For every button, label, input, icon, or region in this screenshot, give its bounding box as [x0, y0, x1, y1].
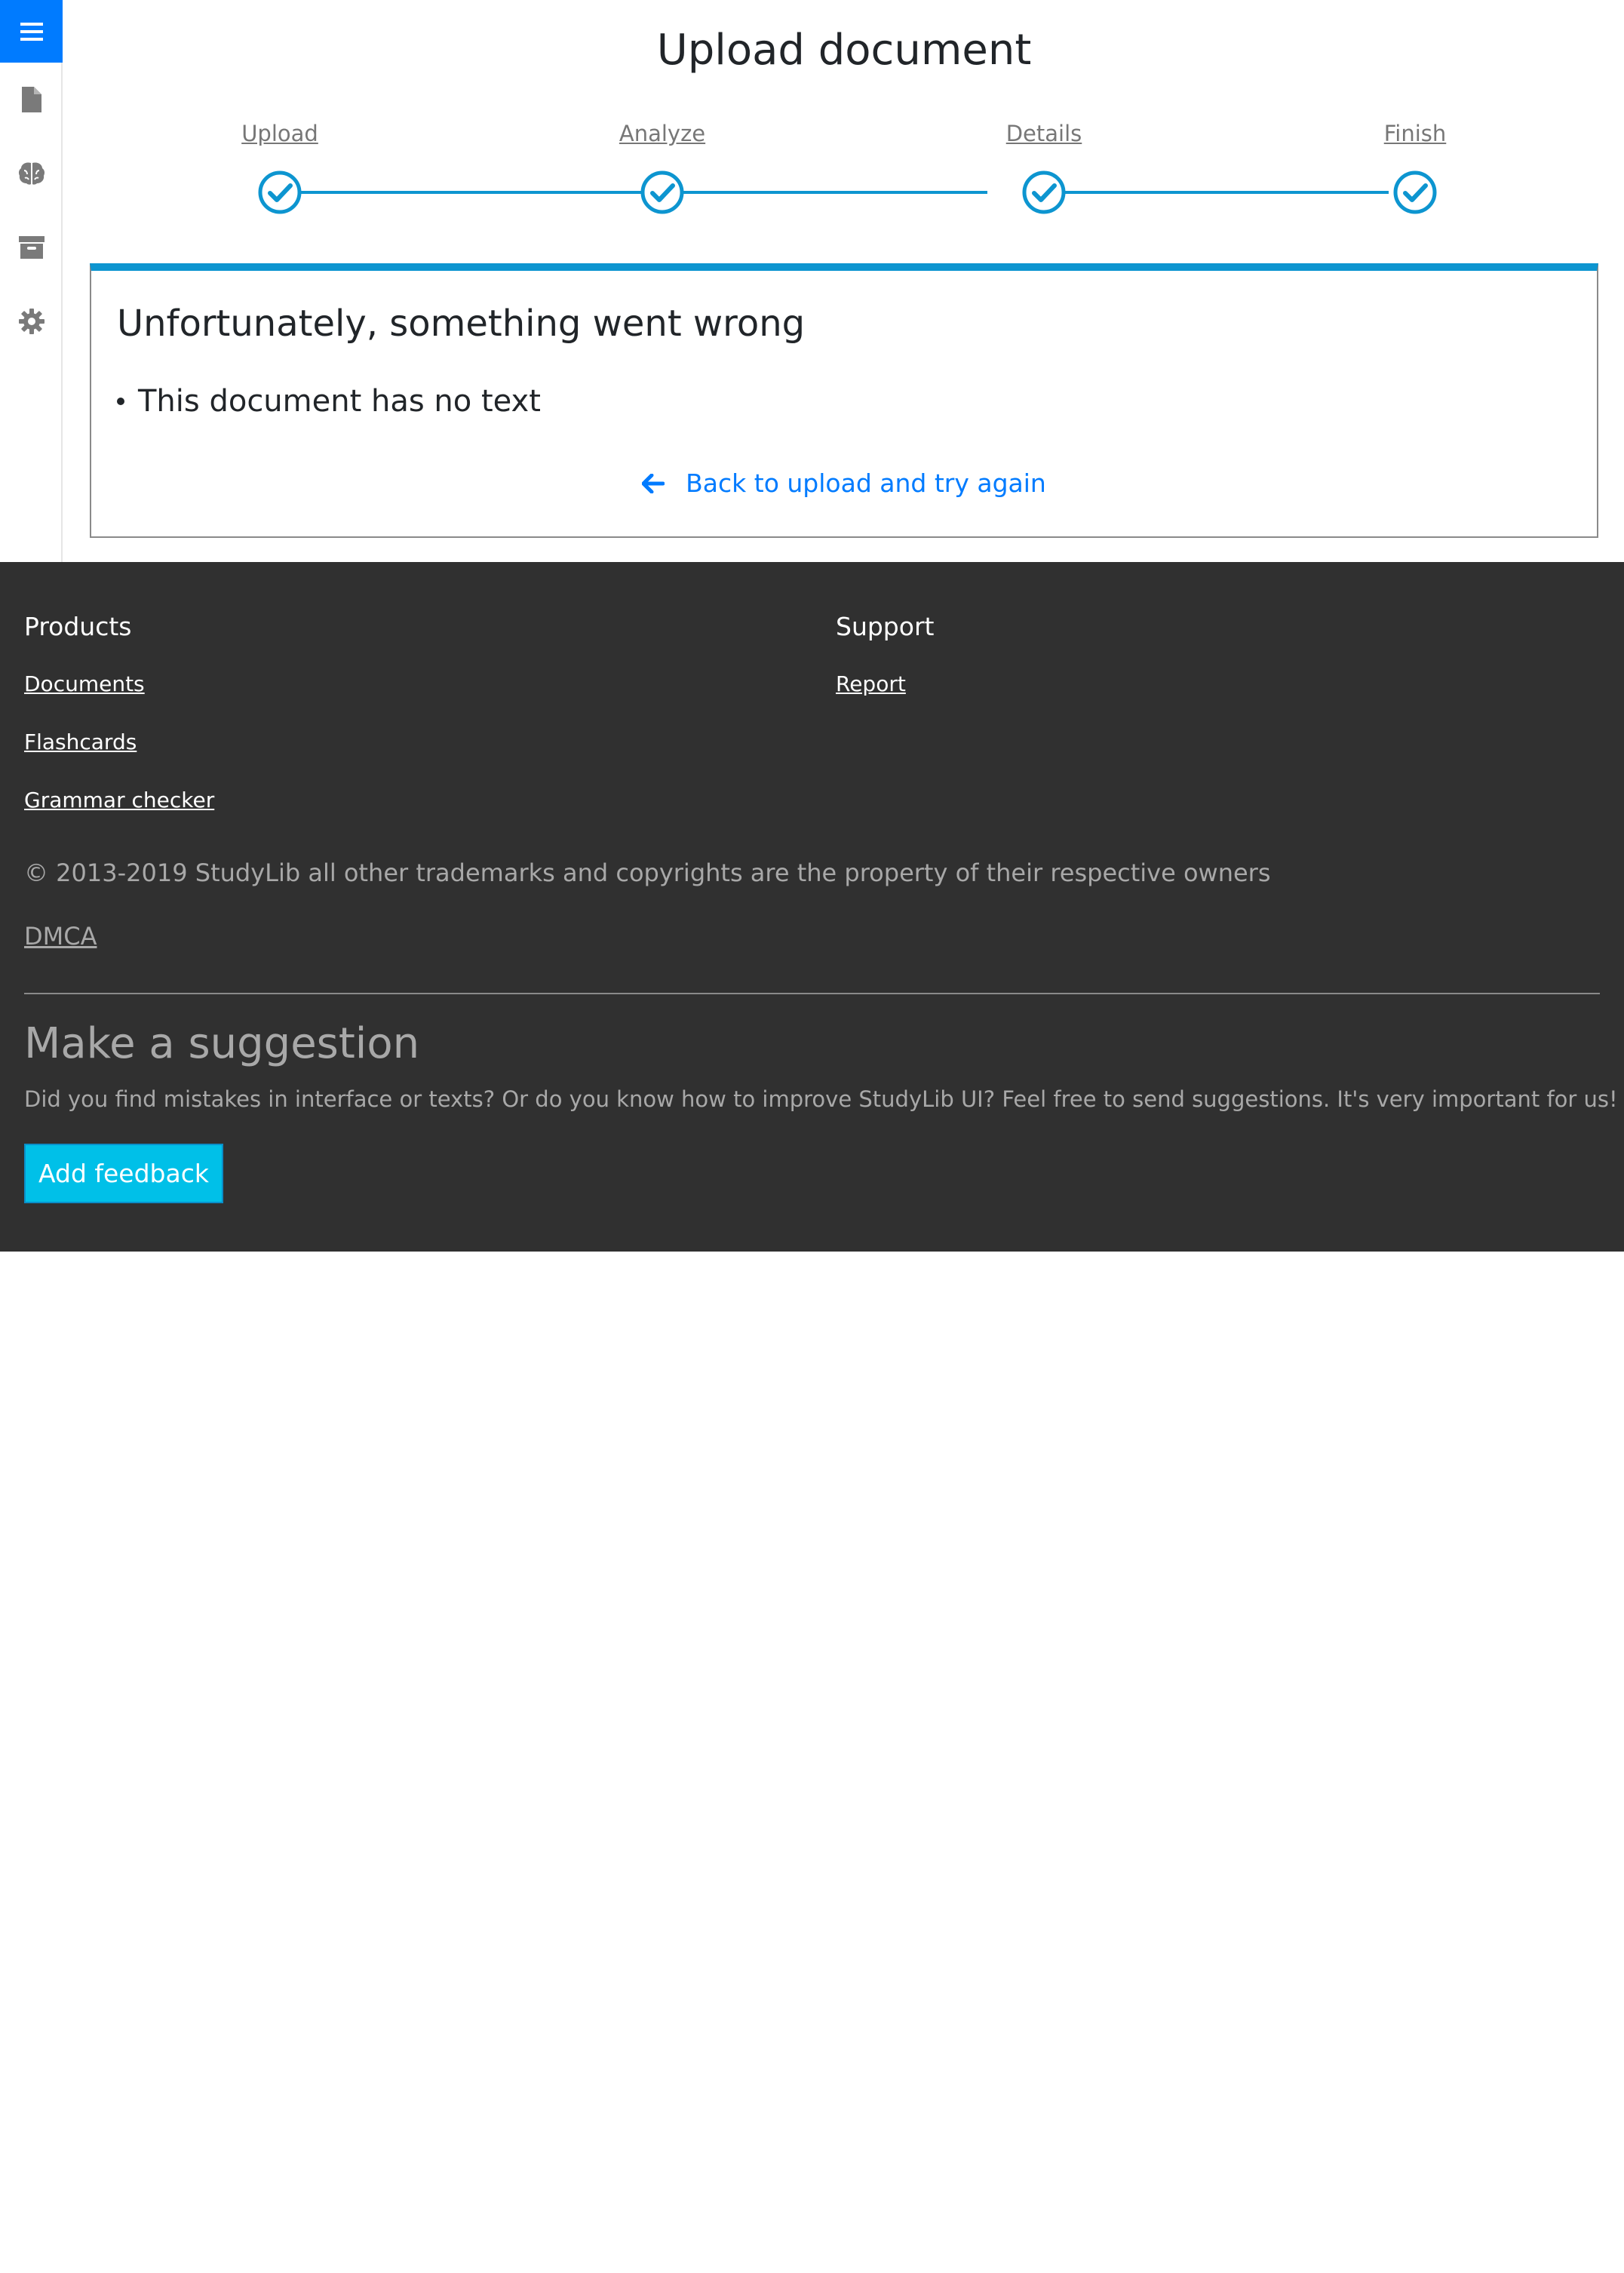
copyright-text: © 2013-2019 StudyLib all other trademarks and copyrights are the property of their respective owners: [24, 859, 1271, 887]
suggestion-text: Did you find mistakes in interface or texts? Or do you know how to improve StudyLib UI? Feel free to send suggestions. It's very important for us!: [24, 1086, 1618, 1112]
suggestion-title: Make a suggestion: [24, 1019, 420, 1068]
archive-box-icon[interactable]: [0, 225, 63, 270]
error-list: [117, 384, 541, 419]
step-label-analyze[interactable]: Analyze: [619, 121, 706, 146]
hamburger-menu-icon[interactable]: [0, 0, 63, 63]
stepper-connector: [280, 191, 987, 194]
step-complete-check-icon[interactable]: [1392, 170, 1438, 215]
bullet-icon: [117, 398, 124, 405]
footer-link-documents[interactable]: Documents: [24, 671, 145, 696]
error-panel: [90, 263, 1598, 538]
dmca-link[interactable]: DMCA: [24, 922, 97, 951]
footer-link-grammar-checker[interactable]: Grammar checker: [24, 788, 215, 812]
error-message: [117, 384, 541, 419]
footer-divider: [24, 993, 1600, 994]
sidebar: [0, 0, 63, 562]
file-icon[interactable]: [0, 77, 63, 122]
step-label-finish[interactable]: Finish: [1383, 121, 1447, 146]
back-to-upload-link[interactable]: [91, 468, 1597, 498]
footer: [0, 562, 1624, 1252]
brain-icon[interactable]: [0, 151, 63, 196]
add-feedback-button[interactable]: Add feedback: [24, 1144, 223, 1203]
step-complete-check-icon[interactable]: [640, 170, 685, 215]
step-complete-check-icon[interactable]: [257, 170, 302, 215]
step-label-details[interactable]: Details: [1005, 121, 1082, 146]
back-link-label: Back to upload and try again: [686, 468, 1046, 498]
gear-icon[interactable]: [0, 299, 63, 344]
footer-support-heading: Support: [836, 612, 935, 641]
step-label-upload[interactable]: Upload: [241, 121, 318, 146]
arrow-left-icon: [642, 474, 665, 493]
error-title: Unfortunately, something went wrong: [117, 303, 806, 345]
error-message-text: This document has no text: [138, 384, 541, 419]
step-complete-check-icon[interactable]: [1021, 170, 1067, 215]
stepper-connector: [1045, 191, 1389, 194]
page-title: Upload document: [656, 26, 1032, 75]
footer-link-flashcards[interactable]: Flashcards: [24, 730, 137, 754]
footer-products-heading: Products: [24, 612, 132, 641]
main-content: [64, 0, 1624, 562]
footer-link-report[interactable]: Report: [836, 671, 906, 696]
